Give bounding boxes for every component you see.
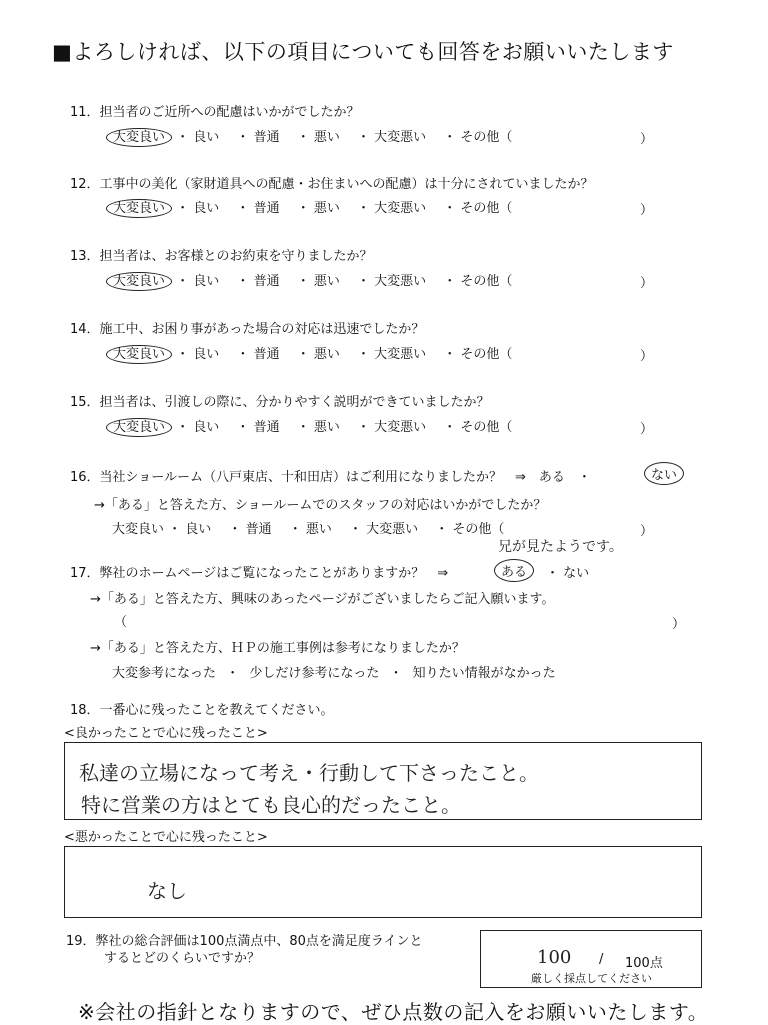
- separator: ・: [389, 666, 403, 681]
- question-11-text: 11．担当者のご近所への配慮はいかがでしたか？: [70, 105, 360, 120]
- close-paren: ）: [640, 203, 654, 218]
- option-other[interactable]: その他（: [452, 522, 505, 537]
- option-very-bad[interactable]: 大変悪い: [374, 274, 427, 289]
- bad-memory-label: <悪かったことで心に残ったこと>: [64, 830, 268, 845]
- handwritten-note: 兄が見たようです。: [498, 539, 623, 555]
- option-very-good-selected[interactable]: 大変良い: [106, 418, 172, 437]
- option-not-helpful[interactable]: 知りたい情報がなかった: [412, 666, 556, 681]
- option-good[interactable]: 良い: [193, 274, 220, 289]
- answer-nai[interactable]: ・ ない: [546, 566, 590, 581]
- option-other[interactable]: その他（: [460, 420, 513, 435]
- score-slash: /: [599, 952, 604, 967]
- question-16-text: 16．当社ショールーム（八戸東店、十和田店）はご利用になりましたか？ ⇒ ある ・: [70, 470, 591, 485]
- option-very-helpful[interactable]: 大変参考になった: [112, 666, 217, 681]
- bad-memory-answer-box[interactable]: [64, 846, 702, 918]
- question-19-text-2: するとどのくらいですか？: [104, 951, 261, 966]
- close-paren: ）: [640, 276, 654, 291]
- question-14-options[interactable]: 大変良い ・ 良い ・ 普通 ・ 悪い ・ 大変悪い ・ その他（: [106, 343, 512, 362]
- option-other[interactable]: その他（: [460, 274, 513, 289]
- option-other[interactable]: その他（: [460, 130, 513, 145]
- question-17-text: 17．弊社のホームページはご覧になったことがありますか？ ⇒: [70, 566, 449, 581]
- option-good[interactable]: 良い: [193, 347, 220, 362]
- question-15-options[interactable]: 大変良い ・ 良い ・ 普通 ・ 悪い ・ 大変悪い ・ その他（: [106, 416, 512, 435]
- option-bad[interactable]: 悪い: [305, 522, 332, 537]
- option-bad[interactable]: 悪い: [313, 420, 340, 435]
- answer-aru-selected[interactable]: ある: [494, 559, 534, 582]
- option-very-bad[interactable]: 大変悪い: [374, 130, 427, 145]
- close-paren: ）: [672, 617, 686, 632]
- question-15-text: 15．担当者は、引渡しの際に、分かりやすく説明ができていましたか？: [70, 395, 490, 410]
- option-very-bad[interactable]: 大変悪い: [374, 347, 427, 362]
- close-paren: ）: [640, 524, 654, 539]
- score-note: 厳しく採点してください: [531, 972, 652, 985]
- option-normal[interactable]: 普通: [253, 420, 280, 435]
- option-good[interactable]: 良い: [185, 522, 212, 537]
- score-box[interactable]: [480, 930, 702, 988]
- question-12-text: 12．工事中の美化（家財道具への配慮・お住まいへの配慮）は十分にされていましたか？: [70, 177, 594, 192]
- form-header: ■よろしければ、以下の項目についても回答をお願いいたします: [52, 40, 674, 64]
- good-memory-label: <良かったことで心に残ったこと>: [64, 726, 268, 741]
- option-good[interactable]: 良い: [193, 130, 220, 145]
- option-good[interactable]: 良い: [193, 420, 220, 435]
- close-paren: ）: [640, 132, 654, 147]
- option-other[interactable]: その他（: [460, 347, 513, 362]
- question-11-options[interactable]: 大変良い ・ 良い ・ 普通 ・ 悪い ・ 大変悪い ・ その他（: [106, 126, 512, 145]
- option-normal[interactable]: 普通: [253, 274, 280, 289]
- question-16-options[interactable]: 大変良い ・ 良い ・ 普通 ・ 悪い ・ 大変悪い ・ その他（: [112, 522, 505, 537]
- option-very-good-selected[interactable]: 大変良い: [106, 272, 172, 291]
- option-very-bad[interactable]: 大変悪い: [374, 201, 427, 216]
- good-answer-line-2: 特に営業の方はとても良心的だったこと。: [81, 793, 461, 817]
- option-very-good-selected[interactable]: 大変良い: [106, 345, 172, 364]
- option-very-good-selected[interactable]: 大変良い: [106, 128, 172, 147]
- question-18-text: 18．一番心に残ったことを教えてください。: [70, 703, 334, 718]
- option-slightly-helpful[interactable]: 少しだけ参考になった: [249, 666, 380, 681]
- question-17-sub2: →「ある」と答えた方、ＨＰの施工事例は参考になりましたか？: [90, 641, 465, 656]
- option-bad[interactable]: 悪い: [313, 274, 340, 289]
- score-value: 100: [537, 947, 572, 968]
- separator: ・: [226, 666, 240, 681]
- question-13-options[interactable]: 大変良い ・ 良い ・ 普通 ・ 悪い ・ 大変悪い ・ その他（: [106, 270, 512, 289]
- good-memory-answer-box[interactable]: [64, 742, 702, 820]
- option-very-bad[interactable]: 大変悪い: [374, 420, 427, 435]
- option-bad[interactable]: 悪い: [313, 347, 340, 362]
- option-bad[interactable]: 悪い: [313, 201, 340, 216]
- option-normal[interactable]: 普通: [253, 347, 280, 362]
- close-paren: ）: [640, 349, 654, 364]
- question-17-sub1: →「ある」と答えた方、興味のあったページがございましたらご記入願います。: [90, 592, 555, 607]
- option-normal[interactable]: 普通: [245, 522, 272, 537]
- footer-note: ※会社の指針となりますので、ぜひ点数の記入をお願いいたします。: [78, 1000, 709, 1024]
- option-good[interactable]: 良い: [193, 201, 220, 216]
- option-normal[interactable]: 普通: [253, 130, 280, 145]
- close-paren: ）: [640, 422, 654, 437]
- option-other[interactable]: その他（: [460, 201, 513, 216]
- question-13-text: 13．担当者は、お客様とのお約束を守りましたか？: [70, 249, 373, 264]
- bad-answer: なし: [147, 879, 187, 903]
- question-17-options[interactable]: [112, 662, 556, 681]
- option-very-bad[interactable]: 大変悪い: [366, 522, 419, 537]
- open-paren: （: [114, 615, 128, 630]
- question-12-options[interactable]: 大変良い ・ 良い ・ 普通 ・ 悪い ・ 大変悪い ・ その他（: [106, 197, 512, 216]
- good-answer-line-1: 私達の立場になって考え・行動して下さったこと。: [79, 761, 539, 785]
- answer-nai-selected[interactable]: ない: [644, 462, 684, 485]
- option-very-good[interactable]: 大変良い: [112, 522, 165, 537]
- option-bad[interactable]: 悪い: [313, 130, 340, 145]
- question-16-sub: →「ある」と答えた方、ショールームでのスタッフの対応はいかがでしたか？: [94, 498, 547, 513]
- question-19-text-1: 19．弊社の総合評価は100点満点中、80点を満足度ラインと: [66, 934, 423, 949]
- option-normal[interactable]: 普通: [253, 201, 280, 216]
- score-max: 100点: [625, 956, 663, 971]
- option-very-good-selected[interactable]: 大変良い: [106, 199, 172, 218]
- question-14-text: 14．施工中、お困り事があった場合の対応は迅速でしたか？: [70, 322, 425, 337]
